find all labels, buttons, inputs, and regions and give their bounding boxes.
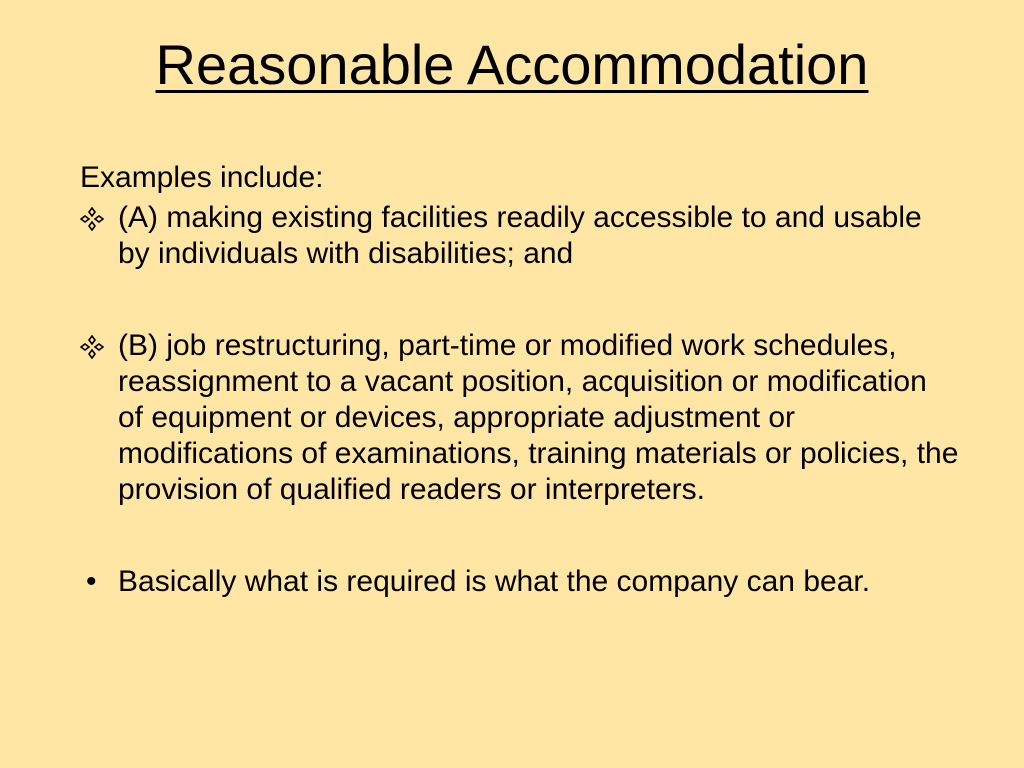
list-item-a [80, 200, 960, 272]
slide-title: Reasonable Accommodation [155, 33, 869, 96]
intro-text: Examples include: [80, 161, 324, 194]
list-item-text: Basically what is required is what the company can bear. [118, 565, 871, 598]
four-diamond-icon [80, 328, 112, 359]
slide-body [80, 160, 960, 600]
four-diamond-icon [80, 200, 112, 231]
list-item-c [80, 564, 960, 600]
list-item-text: (A) making existing facilities readily accessible to and usable by individuals with disabilities; and [118, 201, 922, 270]
list-item-b [80, 328, 960, 508]
dot-bullet-icon: • [86, 565, 97, 598]
list-item-text: (B) job restructuring, part-time or modified work schedules, reassignment to a vacant position, acquisition or modification of equipment or devices, appropriate adjustment or modifications of examinations, training materials or policies, the provision of qualified readers or interpreters. [118, 329, 959, 506]
